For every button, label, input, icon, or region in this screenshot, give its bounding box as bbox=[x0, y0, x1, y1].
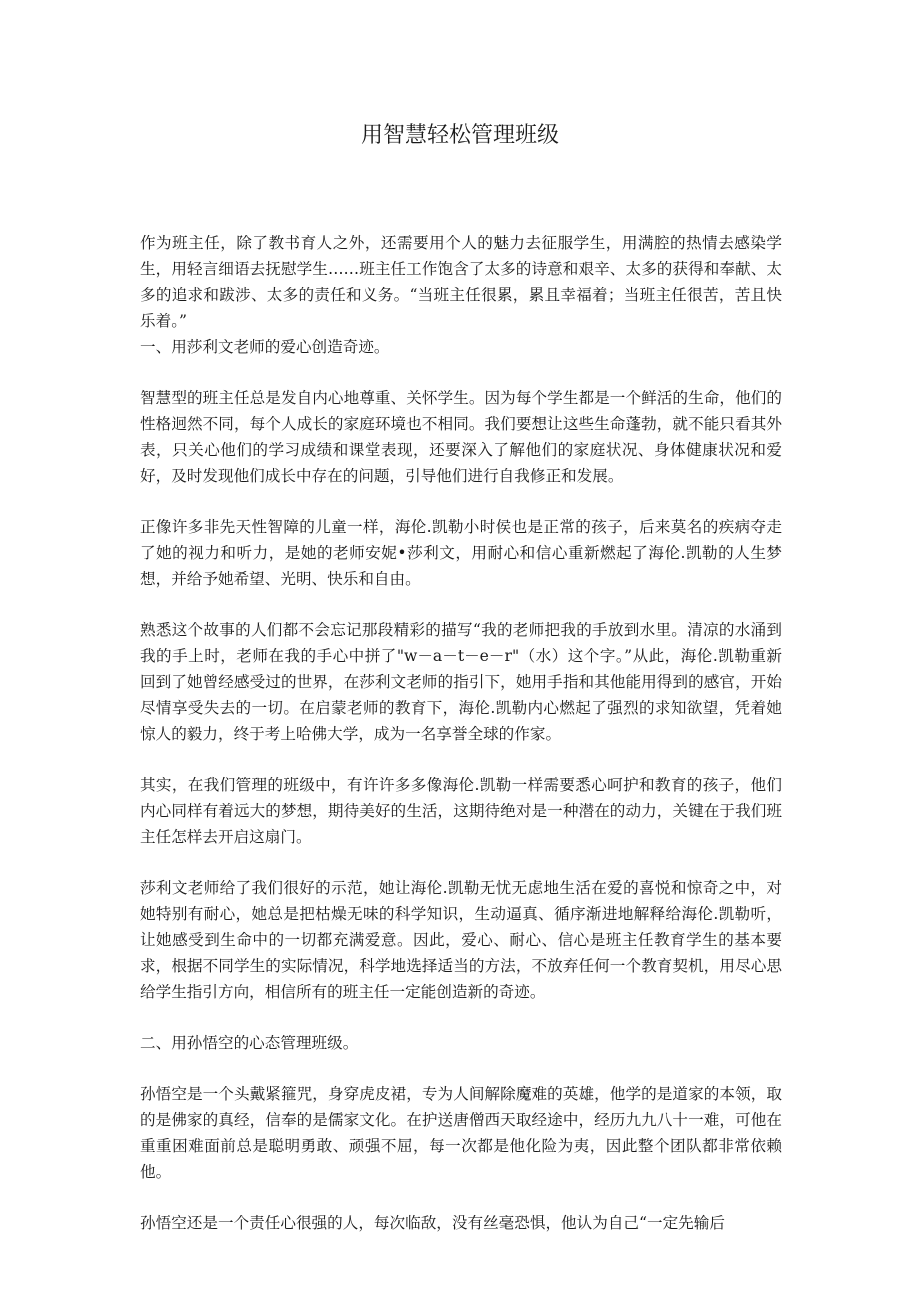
paragraph: 智慧型的班主任总是发自内心地尊重、关怀学生。因为每个学生都是一个鲜活的生命，他们的性格迥然不同，每个人成长的家庭环境也不相同。我们要想让这些生命蓬勃，就不能只看其外表，只关心他们的学习成绩和课堂表现，还要深入了解他们的家庭状况、身体健康状况和爱好，及时发现他们成长中存在的问题，引导他们进行自我修正和发展。 bbox=[140, 389, 782, 485]
paragraph: 孙悟空还是一个责任心很强的人，每次临敌，没有丝毫恐惧，他认为自己“一定先输后 bbox=[140, 1214, 725, 1232]
section-heading-2: 二、用孙悟空的心态管理班级。 bbox=[140, 1034, 359, 1052]
paragraph: 熟悉这个故事的人们都不会忘记那段精彩的描写“我的老师把我的手放到水里。清凉的水涌到我的手上时，老师在我的手心中拼了"w－a－t－e－r"（水）这个字。”从此，海伦.凯勒重新回到了她曾经感受过的世界，在莎利文老师的指引下，她用手指和其他能用得到的感官，开始尽情享受失去的一切。在启蒙老师的教育下，海伦.凯勒内心燃起了强烈的求知欲望，凭着她惊人的毅力，终于考上哈佛大学，成为一名享誉全球的作家。 bbox=[140, 621, 782, 743]
paragraph: 其实，在我们管理的班级中，有许许多多像海伦.凯勒一样需要悉心呵护和教育的孩子，他们内心同样有着远大的梦想，期待美好的生活，这期待绝对是一种潜在的动力，关键在于我们班主任怎样去开启这扇门。 bbox=[140, 776, 782, 846]
section-heading-1: 一、用莎利文老师的爱心创造奇迹。 bbox=[140, 338, 390, 356]
paragraph: 莎利文老师给了我们很好的示范，她让海伦.凯勒无忧无虑地生活在爱的喜悦和惊奇之中，对她特别有耐心，她总是把枯燥无味的科学知识，生动逼真、循序渐进地解释给海伦.凯勒听，让她感受到生命中的一切都充满爱意。因此，爱心、耐心、信心是班主任教育学生的基本要求，根据不同学生的实际情况，科学地选择适当的方法，不放弃任何一个教育契机，用尽心思给学生指引方向，相信所有的班主任一定能创造新的奇迹。 bbox=[140, 879, 782, 1001]
paragraph: 孙悟空是一个头戴紧箍咒，身穿虎皮裙，专为人间解除魔难的英雄，他学的是道家的本领，取的是佛家的真经，信奉的是儒家文化。在护送唐僧西天取经途中，经历九九八十一难，可他在重重困难面前总是聪明勇敢、顽强不屈，每一次都是他化险为夷，因此整个团队都非常依赖他。 bbox=[140, 1085, 782, 1181]
document-body bbox=[140, 230, 782, 1236]
paragraph: 正像许多非先天性智障的儿童一样，海伦.凯勒小时侯也是正常的孩子，后来莫名的疾病夺走了她的视力和听力，是她的老师安妮•莎利文，用耐心和信心重新燃起了海伦.凯勒的人生梦想，并给予她希望、光明、快乐和自由。 bbox=[140, 518, 782, 588]
paragraph-intro: 作为班主任，除了教书育人之外，还需要用个人的魅力去征服学生，用满腔的热情去感染学生，用轻言细语去抚慰学生……班主任工作饱含了太多的诗意和艰辛、太多的获得和奉献、太多的追求和跋涉、太多的责任和义务。“当班主任很累，累且幸福着；当班主任很苦，苦且快乐着。” bbox=[140, 234, 782, 330]
document-title: 用智慧轻松管理班级 bbox=[360, 123, 559, 148]
